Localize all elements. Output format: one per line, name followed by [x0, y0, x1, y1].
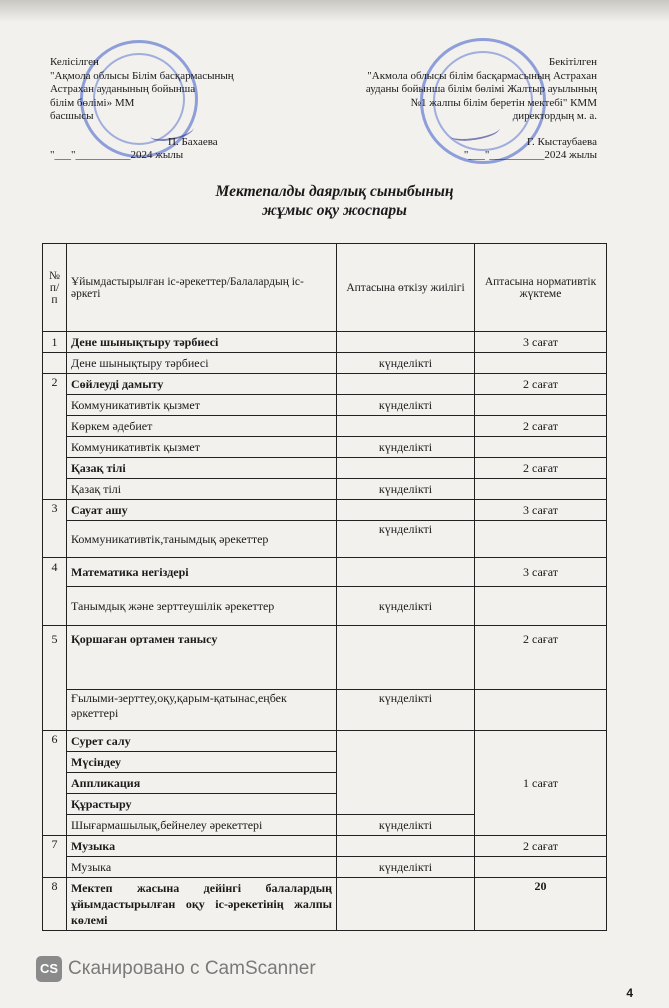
frequency-cell — [337, 332, 475, 353]
load-cell — [475, 437, 607, 458]
subject-name: Музыка — [67, 836, 337, 857]
approval-line: директордың м. а. — [512, 110, 597, 122]
table-row — [43, 878, 607, 931]
activity-name: Коммуникативтік қызмет — [67, 395, 337, 416]
table-row — [43, 587, 607, 626]
approval-line: ауданы бойынша білім бөлімі Жалтыр ауылының — [365, 83, 597, 95]
approval-date: "___"__________2024 жылы — [463, 149, 597, 161]
load-cell: 3 сағат — [475, 332, 607, 353]
total-volume-value: 20 — [475, 878, 607, 931]
page-number: 4 — [626, 986, 633, 1000]
table-row — [43, 437, 607, 458]
approval-line: "Акмола облысы білім басқармасының Астрахан — [367, 69, 597, 82]
frequency-cell — [337, 878, 475, 931]
subject-name: Математика негіздері — [67, 558, 337, 587]
subject-name: Дене шынықтыру тәрбиесі — [67, 332, 337, 353]
load-cell: 1 сағат — [475, 731, 607, 836]
frequency-cell — [337, 731, 475, 815]
approval-block-left — [50, 56, 280, 163]
load-cell — [475, 353, 607, 374]
load-cell — [475, 479, 607, 500]
subject-name: Қазақ тілі — [67, 458, 337, 479]
table-row — [43, 558, 607, 587]
table-row — [43, 626, 607, 690]
row-number — [43, 353, 67, 374]
frequency-cell — [337, 626, 475, 690]
load-cell: 3 сағат — [475, 558, 607, 587]
table-row — [43, 500, 607, 521]
table-header-row — [43, 244, 607, 332]
document-title: Мектепалды даярлық сыныбының — [215, 183, 454, 200]
frequency-cell — [337, 836, 475, 857]
subject-name: Құрастыру — [67, 794, 337, 815]
activity-name: Танымдық және зерттеушілік әрекеттер — [67, 587, 337, 626]
curriculum-table — [42, 243, 607, 931]
load-cell — [475, 690, 607, 731]
frequency-cell: күнделікті — [337, 437, 475, 458]
row-number: 1 — [43, 332, 67, 353]
activity-name: Коммуникативтік,танымдық әрекеттер — [67, 521, 337, 558]
load-cell: 2 сағат — [475, 626, 607, 690]
row-number: 8 — [43, 878, 67, 931]
header-frequency: Аптасына өткізу жиілігі — [337, 244, 475, 332]
approval-line: білім бөлімі» ММ — [50, 96, 135, 109]
frequency-cell: күнделікті — [337, 857, 475, 878]
row-number: 3 — [43, 500, 67, 558]
table-row — [43, 836, 607, 857]
approval-line: Астрахан ауданының бойынша — [50, 83, 196, 95]
table-row — [43, 374, 607, 395]
scan-shadow — [0, 0, 669, 22]
activity-name: Қазақ тілі — [67, 479, 337, 500]
subject-name: Сөйлеуді дамыту — [67, 374, 337, 395]
camscanner-watermark — [36, 956, 316, 982]
activity-name: Музыка — [67, 857, 337, 878]
approval-line: "Ақмола облысы Білім басқармасының — [50, 69, 234, 82]
load-cell — [475, 587, 607, 626]
load-cell: 2 сағат — [475, 416, 607, 437]
table-row — [43, 416, 607, 437]
activity-name: Шығармашылық,бейнелеу әрекеттері — [67, 815, 337, 836]
load-cell: 2 сағат — [475, 458, 607, 479]
load-cell: 3 сағат — [475, 500, 607, 521]
load-cell — [475, 395, 607, 416]
frequency-cell: күнделікті — [337, 690, 475, 731]
row-number: 7 — [43, 836, 67, 878]
row-number: 6 — [43, 731, 67, 836]
table-row — [43, 332, 607, 353]
frequency-cell — [337, 500, 475, 521]
table-row — [43, 353, 607, 374]
frequency-cell — [337, 458, 475, 479]
activity-name: Дене шынықтыру тәрбиесі — [67, 353, 337, 374]
load-cell: 2 сағат — [475, 374, 607, 395]
header-activities: Ұйымдастырылған іс-әрекеттер/Балалардың іс-әркеті — [67, 244, 337, 332]
table-row — [43, 731, 607, 752]
row-number: 5 — [43, 626, 67, 731]
approval-signer: П. Бахаева — [168, 135, 218, 148]
total-volume-label: Мектеп жасына дейінгі балалардың ұйымдастырылған оқу іс-әрекетінің жалпы көлемі — [67, 878, 337, 931]
header-number: № п/п — [43, 244, 67, 332]
approval-block-right — [327, 56, 597, 163]
approval-line: Келісілген — [50, 56, 99, 68]
table-row — [43, 395, 607, 416]
approval-signer: Г. Кыстаубаева — [526, 135, 597, 148]
table-row — [43, 458, 607, 479]
row-number: 2 — [43, 374, 67, 500]
approval-date: "___"__________2024 жылы — [50, 149, 184, 161]
frequency-cell — [337, 416, 475, 437]
frequency-cell: күнделікті — [337, 587, 475, 626]
approval-line: басшысы — [50, 110, 94, 122]
table-row — [43, 479, 607, 500]
activity-name: Ғылыми-зерттеу,оқу,қарым-қатынас,еңбек әркеттері — [67, 690, 337, 731]
subject-name: Сауат ашу — [67, 500, 337, 521]
subject-name: Аппликация — [67, 773, 337, 794]
approval-line: Бекітілген — [548, 56, 597, 68]
document-subtitle: жұмыс оқу жоспары — [262, 202, 407, 219]
activity-name: Коммуникативтік қызмет — [67, 437, 337, 458]
load-cell: 2 сағат — [475, 836, 607, 857]
subject-name: Қоршаған ортамен танысу — [67, 626, 337, 690]
frequency-cell — [337, 558, 475, 587]
row-number: 4 — [43, 558, 67, 626]
frequency-cell: күнделікті — [337, 353, 475, 374]
load-cell — [475, 857, 607, 878]
load-cell — [475, 521, 607, 558]
camscanner-logo-icon: CS — [36, 956, 62, 982]
frequency-cell: күнделікті — [337, 815, 475, 836]
subject-name: Сурет салу — [67, 731, 337, 752]
table-row — [43, 521, 607, 558]
table-row — [43, 857, 607, 878]
frequency-cell: күнделікті — [337, 521, 475, 558]
frequency-cell: күнделікті — [337, 395, 475, 416]
approval-line: №1 жалпы білім беретін мектебі" КММ — [410, 96, 597, 109]
header-load: Аптасына нормативтік жүктеме — [475, 244, 607, 332]
subject-name: Мүсіндеу — [67, 752, 337, 773]
table-row — [43, 690, 607, 731]
camscanner-text: Сканировано с CamScanner — [68, 958, 316, 980]
frequency-cell — [337, 374, 475, 395]
frequency-cell: күнделікті — [337, 479, 475, 500]
activity-name: Көркем әдебиет — [67, 416, 337, 437]
